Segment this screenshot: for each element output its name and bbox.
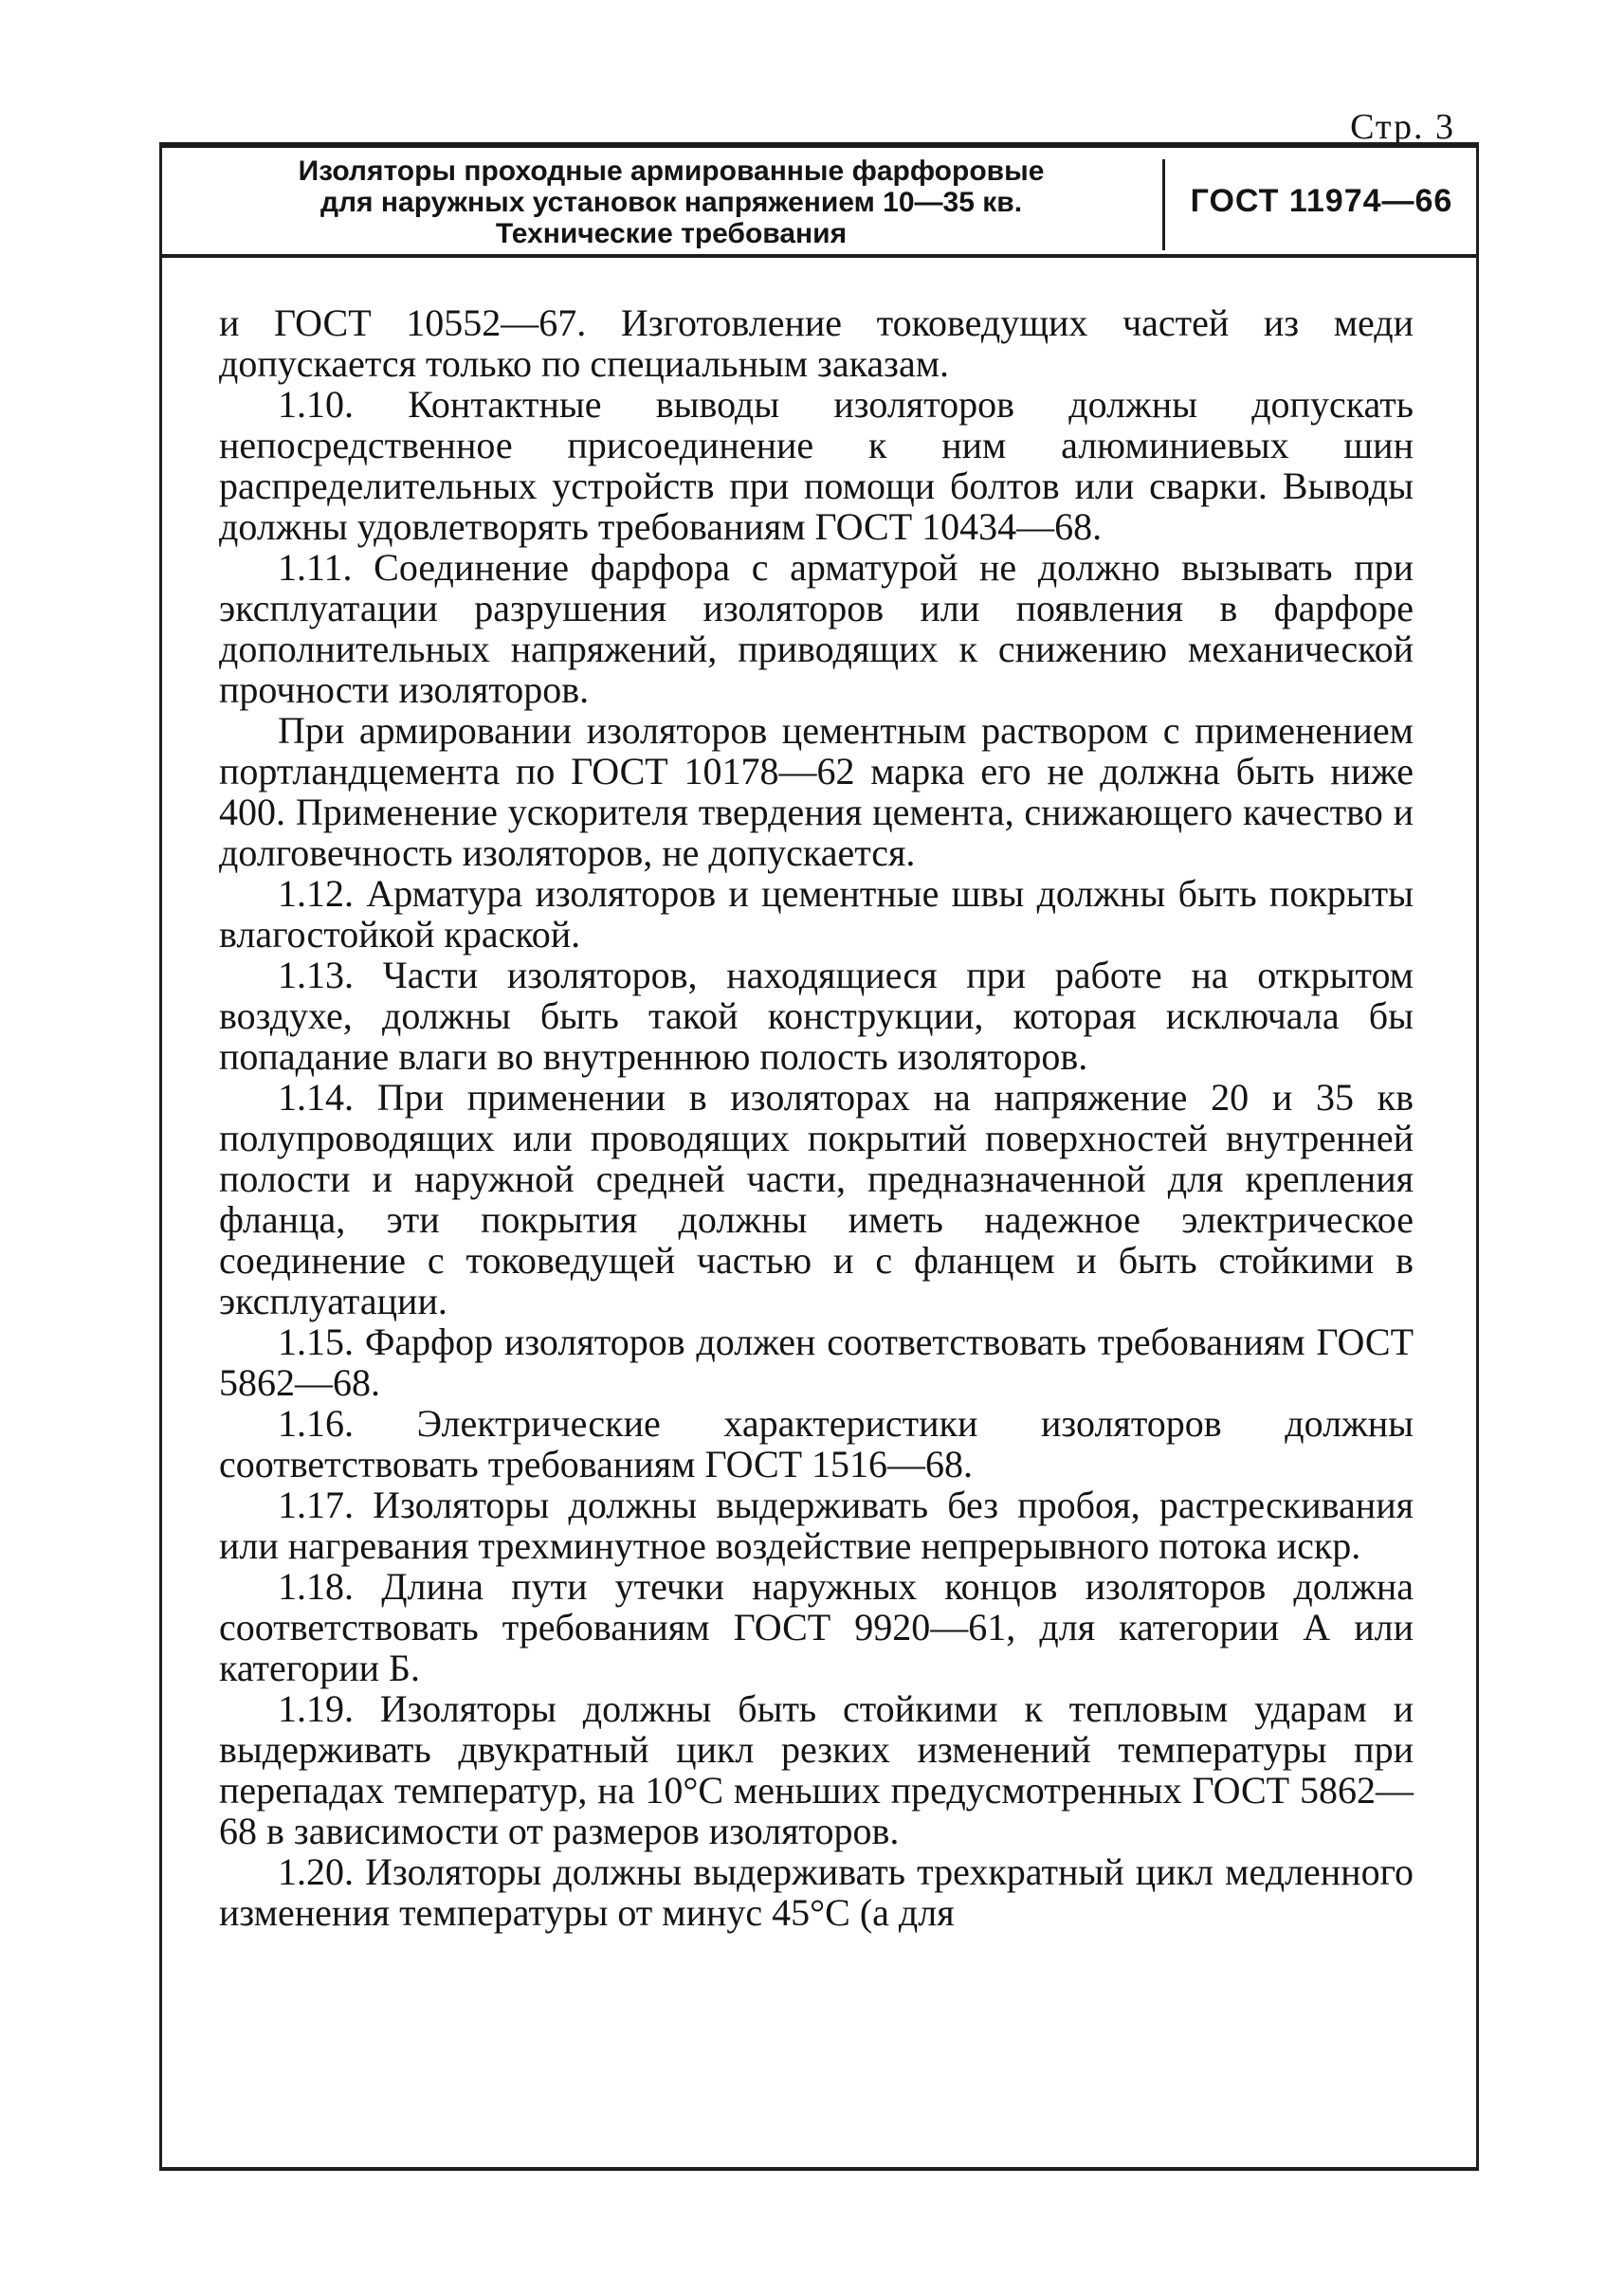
paragraph: 1.11. Соединение фарфора с арматурой не должно вызывать при эксплуатации разрушения изоляторов или появления в фарфоре дополнительных напряжений, приводящих к снижению механической прочности изоляторов. [219,546,1414,711]
standard-code: ГОСТ 11974—66 [1190,182,1453,219]
paragraph: При армировании изоляторов цементным раствором с применением портландцемента по ГОСТ 10178—62 марка его не должна быть ниже 400. Применение ускорителя твердения цемента, снижающего качество и долговечность изоляторов, не допускается. [219,709,1414,874]
paragraph: 1.17. Изоляторы должны выдерживать без пробоя, растрескивания или нагревания трехминутное воздействие непрерывного потока искр. [219,1484,1414,1567]
paragraph: 1.10. Контактные выводы изоляторов должны допускать непосредственное присоединение к ним алюминиевых шин распределительных устройств при помощи болтов или сварки. Выводы должны удовлетворять требованиям ГОСТ 10434—68. [219,383,1414,548]
header-title-line: для наружных установок напряжением 10—35 кв. [319,187,1023,218]
header-title-line: Технические требования [495,218,848,249]
paragraph: и ГОСТ 10552—67. Изготовление токоведущих частей из меди допускается только по специальным заказам. [219,301,1414,385]
paragraph: 1.18. Длина пути утечки наружных концов изоляторов должна соответствовать требованиям ГОСТ 9920—61, для категории А или категории Б. [219,1565,1414,1689]
paragraph: 1.16. Электрические характеристики изоляторов должны соответствовать требованиям ГОСТ 1516—68. [219,1402,1414,1485]
paragraph: 1.14. При применении в изоляторах на напряжение 20 и 35 кв полупроводящих или проводящих покрытий поверхностей внутренней полости и наружной средней части, предназначенной для крепления фланца, эти покрытия должны иметь надежное электрическое соединение с токоведущей частью и с фланцем и быть стойкими в эксплуатации. [219,1076,1414,1322]
page-number: Стр. 3 [1350,107,1455,147]
paragraph: 1.13. Части изоляторов, находящиеся при работе на открытом воздухе, должны быть такой конструкции, которая исключала бы попадание влаги во внутреннюю полость изоляторов. [219,954,1414,1078]
standard-header [162,148,1476,258]
paragraph: 1.20. Изоляторы должны выдерживать трехкратный цикл медленного изменения температуры от минус 45°С (а для [219,1850,1414,1934]
paragraph: 1.15. Фарфор изоляторов должен соответствовать требованиям ГОСТ 5862—68. [219,1321,1414,1404]
body-text [219,302,1414,1933]
header-title-line: Изоляторы проходные армированные фарфоровые [298,155,1045,187]
paragraph: 1.12. Арматура изоляторов и цементные швы должны быть покрыты влагостойкой краской. [219,872,1414,956]
paragraph: 1.19. Изоляторы должны быть стойкими к тепловым ударам и выдерживать двукратный цикл резких изменений температуры при перепадах температур, на 10°С меньших предусмотренных ГОСТ 5862—68 в зависимости от размеров изоляторов. [219,1687,1414,1852]
header-title [173,155,1169,249]
header-divider [1162,159,1165,250]
page-frame [159,142,1479,2171]
